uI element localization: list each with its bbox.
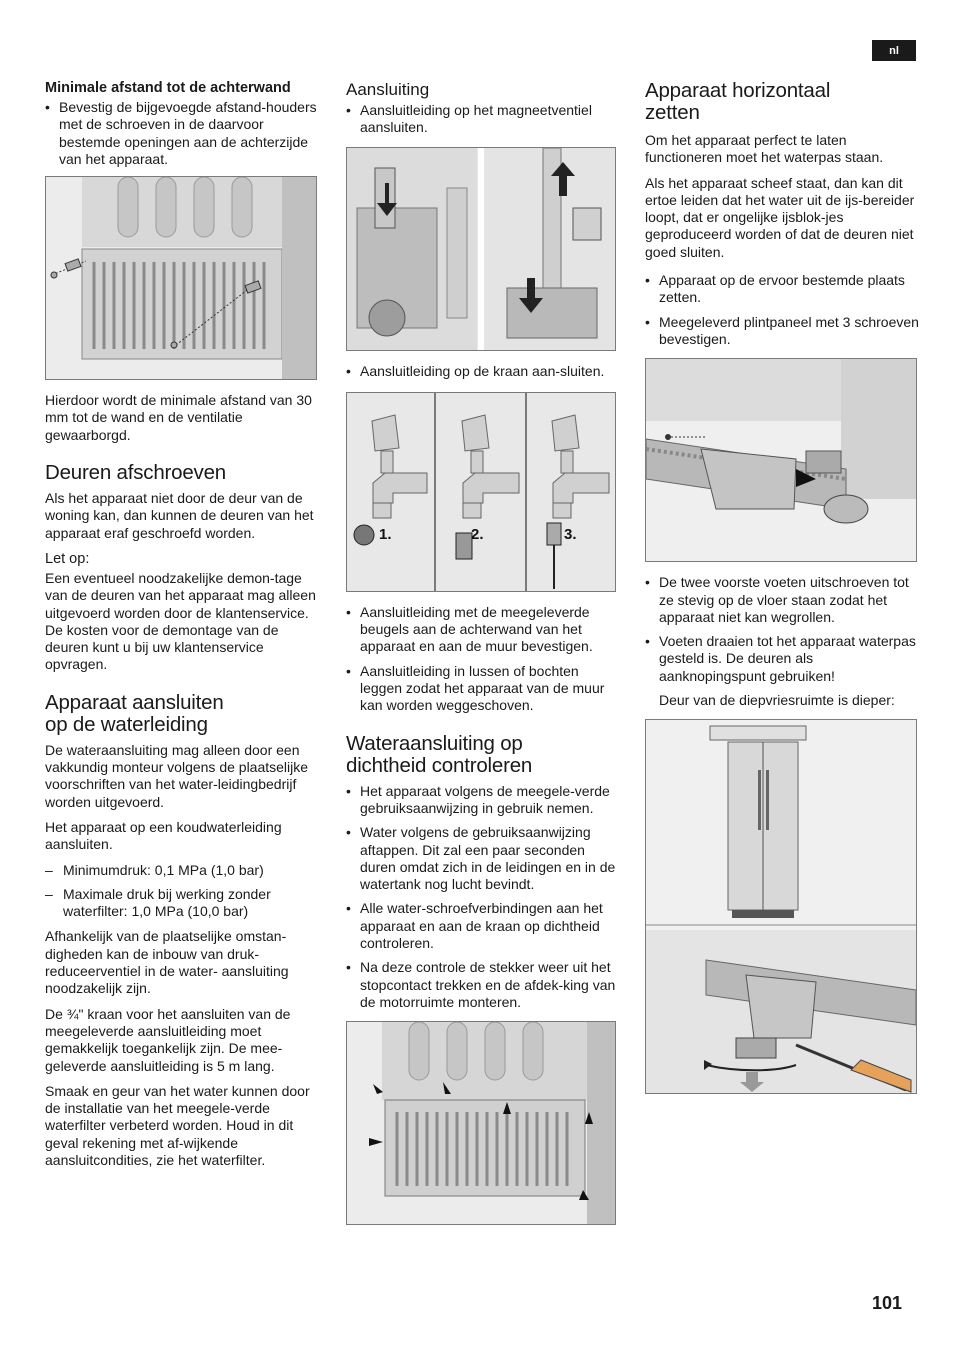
paragraph-level-1: Om het apparaat perfect te laten functioneren moet het waterpas staan. — [645, 132, 884, 166]
section-title-leveling — [645, 80, 920, 124]
bullet-list — [346, 102, 618, 137]
bullet-spacers: • Bevestig de bijgevoegde afstand-houders met de schroeven in de daarvoor bestemde openingen aan de achterzijde van het apparaat. — [45, 99, 320, 168]
paragraph-note: Een eventueel noodzakelijke demon-tage van de deuren van het apparaat mag alleen uitgevoerd worden door de klantenservice. De kosten voor de demontage van de deuren kunt u bij uw klantenservice opvragen. — [45, 569, 316, 673]
paragraph-water-4: De ¾" kraan voor het aansluiten van de meegeleverde aansluitleiding moet gemakkelijk toegankelijk zijn. De mee-geleverde aansluitleiding is 5 m lang. — [45, 1005, 291, 1074]
figure-level-feet — [645, 719, 917, 1094]
bullet-place-appliance: • Apparaat op de ervoor bestemde plaats zetten. — [645, 272, 920, 307]
bullet-list — [645, 272, 920, 348]
paragraph-level-2: Als het apparaat scheef staat, dan kan dit ertoe leiden dat het water uit de ijs-bereider loopt, dat er ongelijke ijsblok-jes geproduceerd worden of dat de deuren niet goed sluiten. — [645, 174, 915, 260]
paragraph-minimum-distance: Hierdoor wordt de minimale afstand van 30 mm tot de wand en de ventilatie gewaarborgd. — [45, 392, 312, 443]
bullet-unscrew-feet: • De twee voorste voeten uitschroeven tot ze stevig op de vloer staan zodat het apparaat niet kan wegrollen. — [645, 574, 920, 626]
section-title-water-connection — [45, 692, 320, 736]
bullet-drain-water: • Water volgens de gebruiksaanwijzing aftappen. Dit zal een paar seconden duren omdat zich in de leidingen en in de watertank nog lucht bevindt. — [346, 824, 618, 893]
column-middle — [346, 80, 618, 1237]
section-heading-minimum-distance: Minimale afstand tot de achterwand — [45, 80, 291, 96]
column-left — [45, 80, 320, 1177]
title-line-2: zetten — [645, 101, 700, 124]
bullet-check-fittings: • Alle water-schroefverbindingen aan het apparaat en aan de kraan op dichtheid controleren. — [346, 900, 618, 952]
dash-list — [45, 862, 320, 921]
page-number: 101 — [872, 1293, 903, 1313]
bullet-plinth-panel: • Meegeleverd plintpaneel met 3 schroeven bevestigen. — [645, 314, 920, 349]
bullet-turn-feet: • Voeten draaien tot het apparaat waterpas gesteld is. De deuren als aanknopingspunt gebruiken! — [645, 633, 920, 685]
step-label-2: 2. — [471, 525, 484, 543]
bullet-list — [645, 574, 920, 685]
bullet-unplug: • Na deze controle de stekker weer uit het stopcontact trekken en de afdek-king van de motorruimte monteren. — [346, 959, 618, 1011]
bullet-tap: • Aansluitleiding op de kraan aan-sluiten. — [346, 363, 618, 380]
figure-motor-cover — [346, 1021, 616, 1225]
column-right — [645, 80, 920, 1106]
section-title-leak-check — [346, 733, 618, 777]
title-line-1: Apparaat horizontaal — [645, 79, 831, 102]
dash-min-pressure: – Minimumdruk: 0,1 MPa (1,0 bar) — [45, 862, 320, 879]
bullet-list — [346, 783, 618, 1012]
dash-max-pressure: – Maximale druk bij werking zonder waterfilter: 1,0 MPa (10,0 bar) — [45, 886, 320, 921]
title-line-2: op de waterleiding — [45, 712, 208, 736]
bullet-list — [45, 99, 320, 168]
paragraph-water-3: Afhankelijk van de plaatselijke omstan-digheden kan de inbouw van druk-reduceerventiel in de water- aansluiting noodzakelijk zijn. — [45, 928, 289, 997]
bullet-valve: • Aansluitleiding op het magneetventiel aansluiten. — [346, 102, 618, 137]
language-tag: nl — [872, 40, 916, 61]
paragraph-doors: Als het apparaat niet door de deur van de woning kan, dan kunnen de deuren van het apparaat eraf geschroefd worden. — [45, 490, 314, 541]
figure-solenoid-valve — [346, 147, 616, 351]
paragraph-water-1: De wateraansluiting mag alleen door een vakkundig monteur volgens de plaatselijke voorschriften van het water-leidingbedrijf worden uitgevoerd. — [45, 741, 309, 810]
section-title-doors: Deuren afschroeven — [45, 461, 227, 485]
figure-plinth-panel — [645, 358, 917, 562]
section-heading-connection: Aansluiting — [346, 80, 430, 99]
paragraph-water-5: Smaak en geur van het water kunnen door de installatie van het meegele-verde waterfilter verbeterd worden. Houd in dit geval rekening met af-wijkende aansluitcondities, zie het waterfilter. — [45, 1082, 310, 1168]
figure-tap-steps — [346, 392, 616, 592]
step-label-1: 1. — [379, 525, 392, 543]
title-line-2: dichtheid controleren — [346, 753, 533, 777]
title-line-1: Apparaat aansluiten — [45, 690, 224, 714]
figure-spacers — [45, 176, 317, 380]
bullet-loops: • Aansluitleiding in lussen of bochten leggen zodat het apparaat van de muur kan worden weggeschoven. — [346, 663, 618, 715]
bullet-brackets: • Aansluitleiding met de meegeleverde beugels aan de achterwand van het apparaat en aan de muur bevestigen. — [346, 604, 618, 656]
bullet-list — [346, 604, 618, 715]
title-line-1: Wateraansluiting op — [346, 731, 523, 755]
step-label-3: 3. — [564, 525, 577, 543]
note-heading: Let op: — [45, 550, 90, 567]
paragraph-freezer-door: Deur van de diepvriesruimte is dieper: — [659, 692, 895, 709]
paragraph-water-2: Het apparaat op een koudwaterleiding aansluiten. — [45, 818, 282, 853]
bullet-list — [346, 363, 618, 380]
bullet-start-appliance: • Het apparaat volgens de meegele-verde gebruiksaanwijzing in gebruik nemen. — [346, 783, 618, 818]
